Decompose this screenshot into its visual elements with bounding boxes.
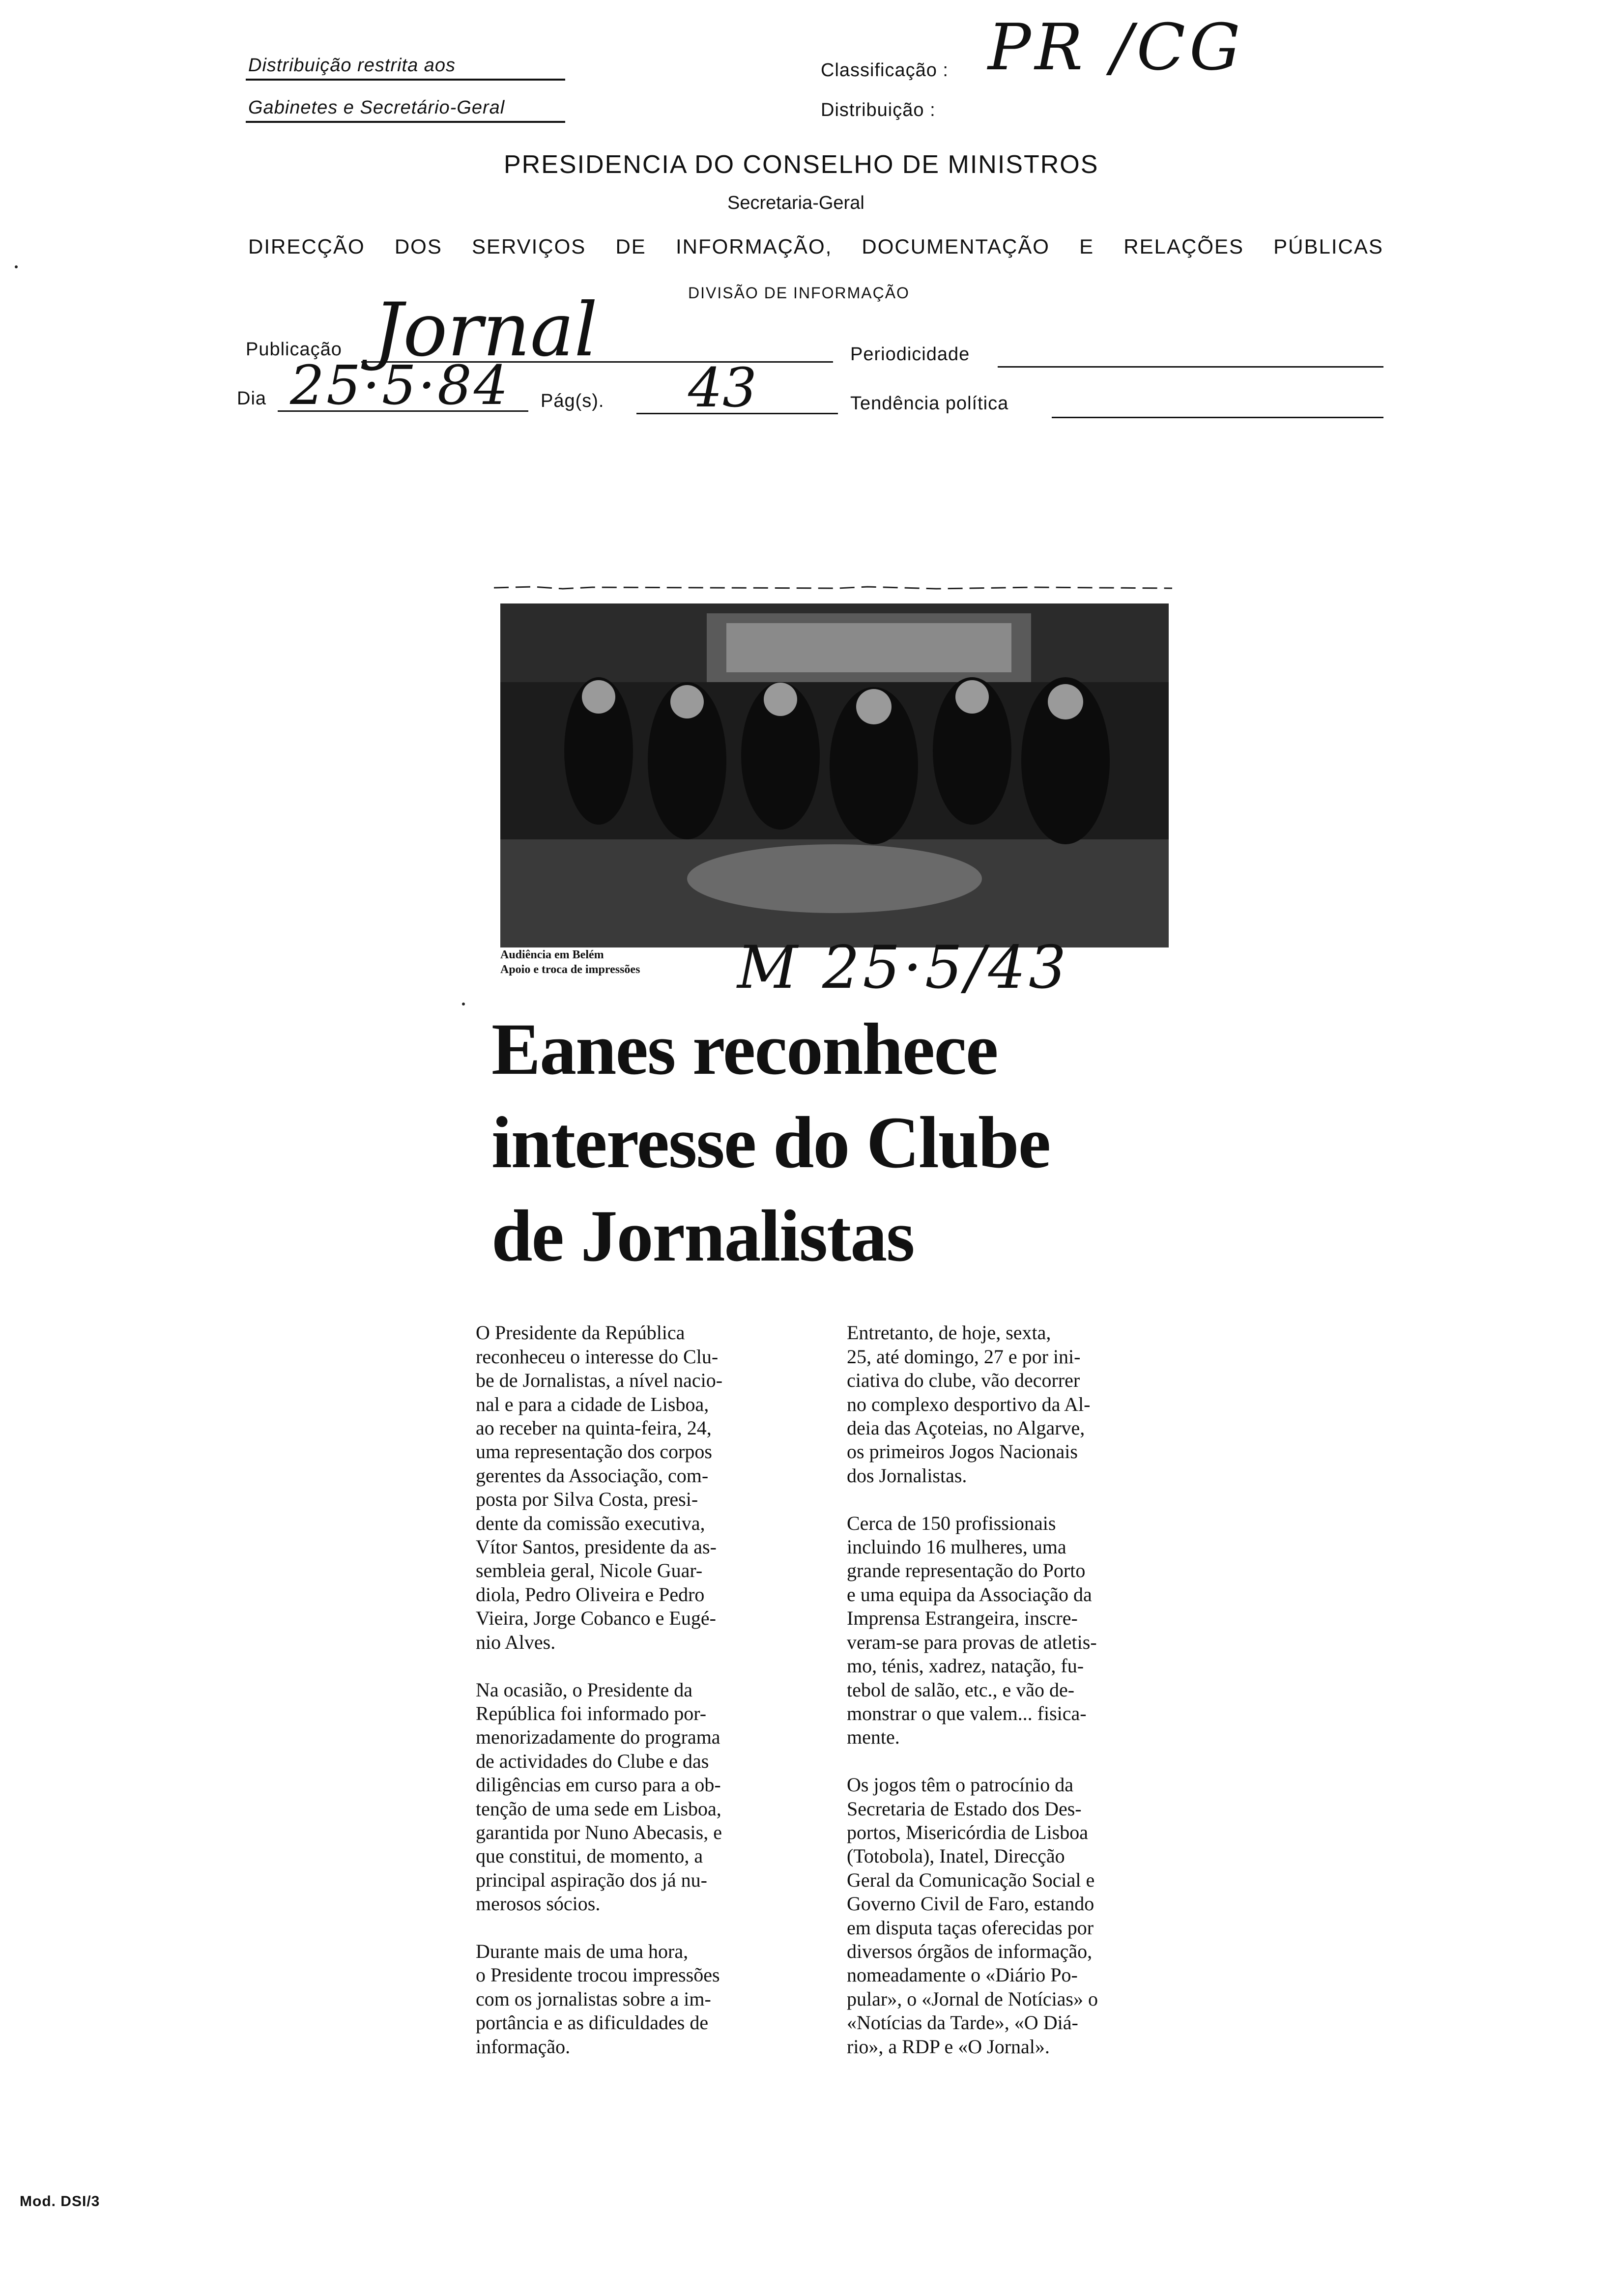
publicacao-label: Publicação — [246, 339, 342, 360]
department-line — [248, 235, 1383, 258]
classificacao-label: Classificação : — [821, 60, 949, 81]
pags-handwritten: 43 — [688, 356, 757, 419]
paragraph: O Presidente da República reconheceu o interesse do Clu- be de Jornalistas, a nível nacio- nal e para a cidade de Lisboa, ao receber na quinta-feira, 24, uma representação dos corpos gerentes da Associação, com- posta por Silva Costa, presi- dente da comissão executiva, Vítor Santos, presidente da as- sembleia geral, Nicole Guar- diola, Pedro Oliveira e Pedro Vieira, Jorge Cobanco e Eugé- nio Alves. — [476, 1321, 723, 1653]
dept-word: INFORMAÇÃO, — [675, 235, 833, 258]
scan-speck — [462, 1003, 465, 1005]
headline-line-1: Eanes reconhece — [491, 1008, 998, 1090]
photo-caption — [500, 947, 640, 977]
periodicidade-label: Periodicidade — [850, 344, 970, 365]
tendencia-label: Tendência política — [850, 393, 1009, 414]
publicacao-handwritten: Jornal — [374, 287, 598, 373]
pags-label: Pág(s). — [541, 391, 604, 411]
dept-word: E — [1079, 235, 1094, 258]
article-photo — [500, 603, 1169, 947]
distribution-line-2: Gabinetes e Secretário-Geral — [248, 97, 505, 118]
divider — [246, 121, 565, 123]
dia-label: Dia — [237, 388, 267, 409]
headline-line-2: interesse do Clube — [491, 1102, 1050, 1183]
dept-word: DE — [615, 235, 646, 258]
handwritten-reference: M 25·5/43 — [737, 934, 1069, 1002]
article-column-1 — [476, 1297, 824, 2082]
paragraph: Na ocasião, o Presidente da República foi informado por- menorizadamente do programa de actividades do Clube e das diligências em curso para a ob- tenção de uma sede em Lisboa, garantida por Nuno Abecasis, e que constitui, de momento, a principal aspiração dos já nu- merosos sócios. — [476, 1678, 722, 1915]
page-subtitle: Secretaria-Geral — [727, 193, 864, 213]
dept-word: DIRECÇÃO — [248, 235, 365, 258]
dept-word: SERVIÇOS — [472, 235, 586, 258]
paragraph: Durante mais de uma hora, o Presidente trocou impressões com os jornalistas sobre a im- portância e as dificuldades de informação. — [476, 1940, 720, 2058]
distribuicao-label: Distribuição : — [821, 100, 936, 120]
dept-word: DOS — [394, 235, 442, 258]
classificacao-handwritten: PR /CG — [988, 10, 1244, 85]
divider — [246, 79, 565, 81]
dept-word: RELAÇÕES — [1123, 235, 1244, 258]
dept-word: DOCUMENTAÇÃO — [862, 235, 1050, 258]
paragraph: Cerca de 150 profissionais incluindo 16 mulheres, uma grande representação do Porto e uma equipa da Associação da Imprensa Estrangeira, inscre- veram-se para provas de atletis- mo, ténis, xadrez, natação, fu- tebol de salão, etc., e vão de- monstrar o que valem... fisica- mente. — [847, 1512, 1097, 1749]
paragraph: Os jogos têm o patrocínio da Secretaria de Estado dos Des- portos, Misericórdia de Lisboa (Totobola), Inatel, Direcção Geral da Comunicação Social e Governo Civil de Faro, estando em disputa taças oferecidas por diversos órgãos de informação, nomeadamente o «Diário Po- pular», o «Jornal de Notícias» o «Notícias da Tarde», «O Diá- rio», a RDP e «O Jornal». — [847, 1774, 1098, 2058]
caption-line-1: Audiência em Belém — [500, 948, 604, 961]
tendencia-underline — [1052, 417, 1383, 418]
paragraph: Entretanto, de hoje, sexta, 25, até domingo, 27 e por ini- ciativa do clube, vão decorrer no complexo desportivo da Al- deia das Açoteias, no Algarve, os primeiros Jogos Nacionais dos Jornalistas. — [847, 1321, 1091, 1487]
distribution-line-1: Distribuição restrita aos — [248, 55, 456, 76]
model-code: Mod. DSI/3 — [20, 2193, 100, 2210]
scan-speck — [15, 265, 18, 268]
article-column-2 — [847, 1297, 1193, 2082]
headline-line-3: de Jornalistas — [491, 1195, 914, 1277]
dept-word: PÚBLICAS — [1273, 235, 1383, 258]
dia-handwritten: 25·5·84 — [290, 354, 510, 417]
caption-line-2: Apoio e troca de impressões — [500, 963, 640, 976]
page-title: PRESIDENCIA DO CONSELHO DE MINISTROS — [504, 150, 1099, 179]
clipping-edge — [494, 586, 1172, 590]
division-label: DIVISÃO DE INFORMAÇÃO — [688, 284, 910, 302]
periodicidade-underline — [998, 366, 1383, 368]
